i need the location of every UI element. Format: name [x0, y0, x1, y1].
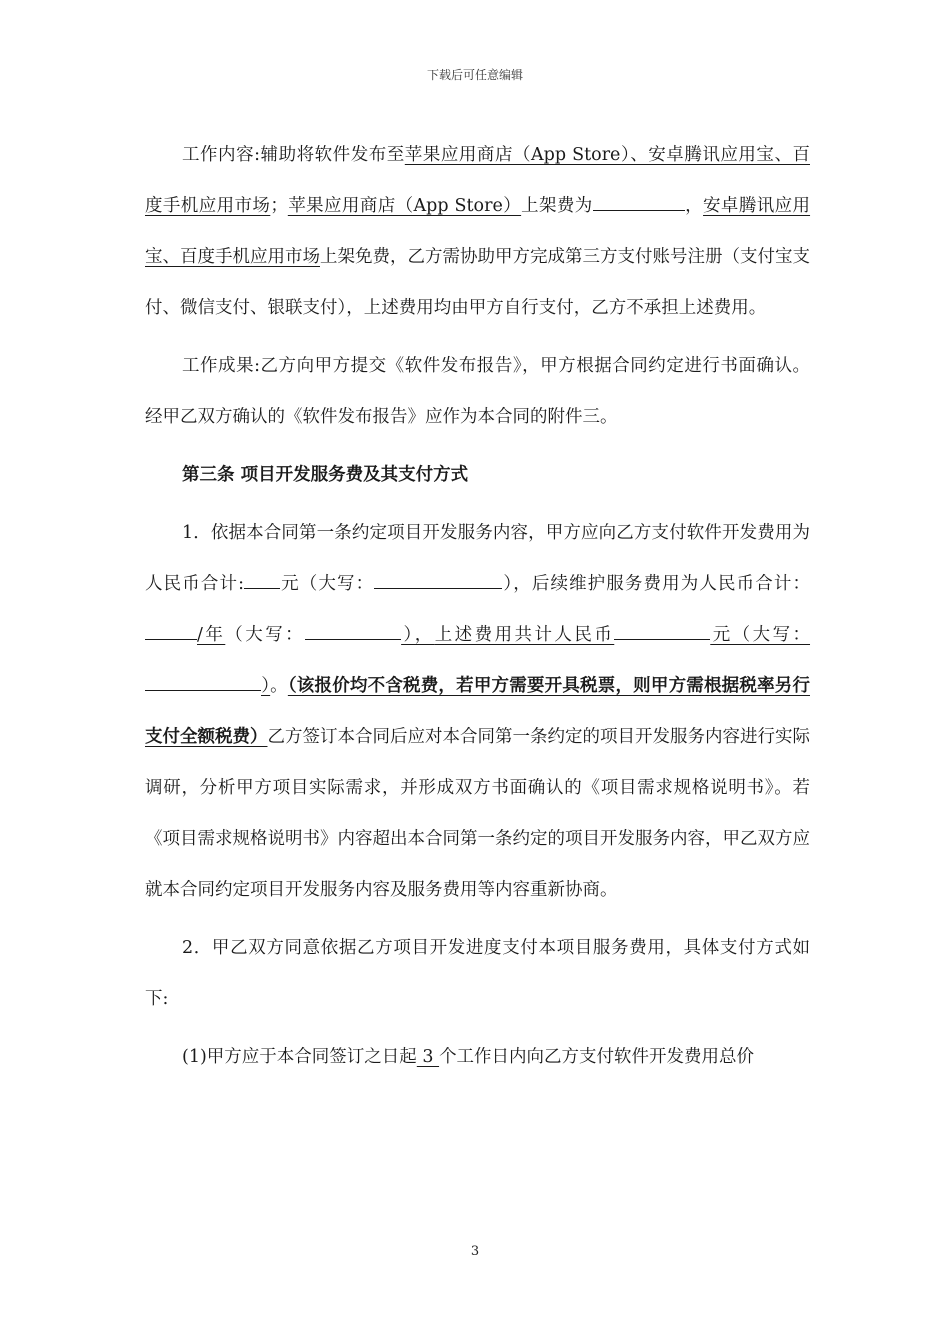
total-fee-blank — [614, 622, 710, 640]
document-body — [145, 130, 810, 1083]
total-daxie-blank — [145, 673, 261, 691]
tax-note: （该报价均不含税费，若甲方需要开具税票，则甲方需根据税率另行支付全额税费） — [145, 676, 810, 747]
page-number: 3 — [470, 1244, 480, 1259]
item-2-1-paragraph: (1)甲方应于本合同签订之日起 3 个工作日内向乙方支付软件开发费用总价 — [182, 1047, 755, 1067]
work-content-paragraph: 工作内容:辅助将软件发布至苹果应用商店（App Store）、安卓腾讯应用宝、百度手机应用市场；苹果应用商店（App Store）上架费为 ，安卓腾讯应用宝、百度手机应用市场上架免费，乙方需协助甲方完成第三方支付账号注册（支付宝支付、微信支付、银联支付），上述费用均由甲方自行支付，乙方不承担上述费用。 — [145, 145, 811, 318]
work-content-label: 工作内容:辅助将软件发布至 — [182, 145, 405, 165]
page-header: 下载后可任意编辑 — [426, 68, 523, 82]
listing-fee-blank — [593, 193, 685, 211]
dev-fee-blank — [244, 571, 280, 589]
dev-fee-daxie-blank — [374, 571, 502, 589]
work-result-paragraph: 工作成果:乙方向甲方提交《软件发布报告》，甲方根据合同约定进行书面确认。 经甲乙双方确认的《软件发布报告》应作为本合同的附件三。 — [145, 356, 810, 427]
days-value: 3 — [416, 1047, 440, 1067]
free-stores: 安卓腾讯应用宝、百度手机应用市场 — [145, 196, 811, 267]
stores-list: 苹果应用商店（App Store）、安卓腾讯应用宝、百度手机应用市场 — [145, 145, 810, 216]
item-2-paragraph: 2．甲乙双方同意依据乙方项目开发进度支付本项目服务费用，具体支付方式如下: — [145, 938, 810, 1009]
maintenance-daxie-blank — [305, 622, 401, 640]
maintenance-fee-blank — [145, 622, 197, 640]
article-heading: 第三条 项目开发服务费及其支付方式 — [182, 465, 469, 485]
apple-store-ref: 苹果应用商店（App Store） — [287, 196, 522, 216]
item-1-paragraph: 1．依据本合同第一条约定项目开发服务内容，甲方应向乙方支付软件开发费用为人民币合计: 元（大写： ），后续维护服务费用为人民币合计：/年（大写： ），上述费用共计人民币 元（大写：）。（该报价均不含税费，若甲方需要开具税票，则甲方需根据税率另行支付全额税费）乙方签订本合同后应对本合同第一条约定的项目开发服务内容进行实际调研，分析甲方项目实际需求，并形成双方书面确认的《项目需求规格说明书》。若《项目需求规格说明书》内容超出本合同第一条约定的项目开发服务内容，甲乙双方应就本合同约定项目开发服务内容及服务费用等内容重新协商。 — [145, 523, 811, 900]
